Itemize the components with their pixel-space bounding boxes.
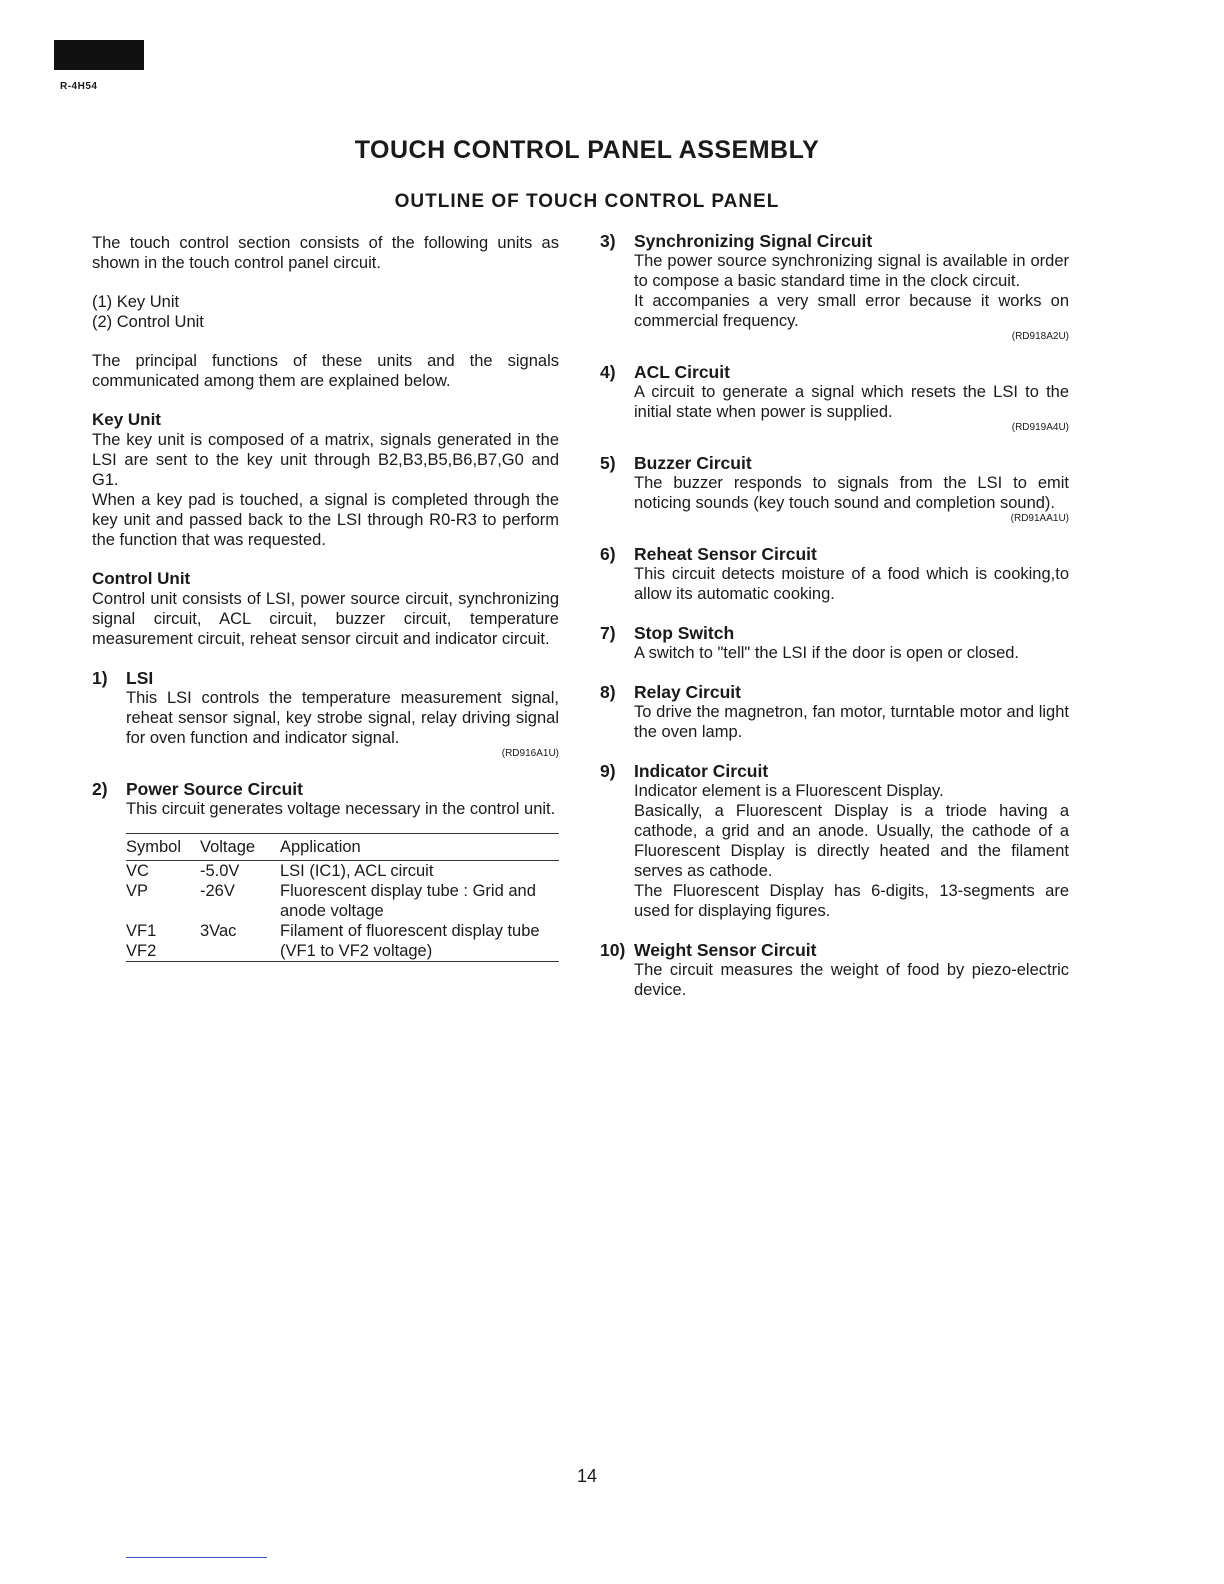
section-heading	[600, 453, 1069, 473]
key-unit-heading: Key Unit	[92, 410, 161, 429]
section-title: Indicator Circuit	[634, 761, 769, 781]
section-number: 1)	[92, 668, 108, 688]
table-cell: VP	[126, 882, 149, 900]
reference-code: (RD916A1U)	[501, 748, 559, 759]
page-number: 14	[576, 1466, 598, 1486]
column-header: Voltage	[200, 838, 256, 856]
section-paragraph: The buzzer responds to signals from the LSI to emit noticing sounds (key touch sound and completion sound).	[634, 474, 1069, 512]
section-title: Reheat Sensor Circuit	[634, 544, 817, 564]
circuit-section	[600, 940, 1069, 1000]
section-paragraph: The Fluorescent Display has 6-digits, 13-segments are used for displaying figures.	[634, 882, 1069, 920]
power-heading	[92, 779, 559, 799]
section-number: 4)	[600, 362, 616, 382]
control-unit-heading: Control Unit	[92, 569, 191, 588]
section-heading	[600, 761, 1069, 781]
circuit-section	[600, 544, 1069, 604]
lsi-heading	[92, 668, 559, 688]
table-row	[126, 881, 559, 921]
column-header: Symbol	[126, 838, 182, 856]
table-cell: LSI (IC1), ACL circuit	[280, 862, 434, 880]
section-number: 2)	[92, 779, 108, 799]
section-title: Buzzer Circuit	[634, 453, 752, 473]
reference-code: (RD91AA1U)	[1010, 513, 1069, 524]
voltage-table	[126, 833, 559, 962]
section-paragraph: To drive the magnetron, fan motor, turntable motor and light the oven lamp.	[634, 703, 1069, 741]
control-unit-paragraph: Control unit consists of LSI, power source circuit, synchronizing signal circuit, ACL circuit, buzzer circuit, temperature measurement circuit, reheat sensor circuit and indicator circuit.	[92, 590, 559, 648]
section-number: 5)	[600, 453, 616, 473]
section-title: Synchronizing Signal Circuit	[634, 231, 873, 251]
table-cell: VC	[126, 862, 149, 880]
section-heading	[600, 362, 1069, 382]
table-cell: VF1	[126, 922, 157, 940]
page-title: TOUCH CONTROL PANEL ASSEMBLY	[354, 136, 820, 164]
circuit-section	[600, 453, 1069, 525]
circuit-section	[600, 231, 1069, 343]
unit-item: (1) Key Unit	[92, 293, 180, 311]
model-number: R-4H54	[60, 81, 98, 92]
section-title: Weight Sensor Circuit	[634, 940, 817, 960]
principal-paragraph: The principal functions of these units and the signals communicated among them are explained below.	[92, 352, 559, 390]
section-title: Relay Circuit	[634, 682, 741, 702]
table-cell: Filament of fluorescent display tube	[280, 922, 540, 940]
right-column	[600, 231, 1069, 1000]
lsi-paragraph: This LSI controls the temperature measurement signal, reheat sensor signal, key strobe signal, relay driving signal for oven function and indicator signal.	[126, 689, 559, 747]
table-cell: VF2	[126, 942, 157, 960]
section-heading	[600, 682, 1069, 702]
table-cell	[200, 941, 280, 962]
section-title: Stop Switch	[634, 623, 735, 643]
section-title: ACL Circuit	[634, 362, 730, 382]
circuit-section	[600, 761, 1069, 921]
table-cell: 3Vac	[200, 922, 237, 940]
section-heading	[600, 544, 1069, 564]
section-number: 9)	[600, 761, 616, 781]
key-unit-paragraph: The key unit is composed of a matrix, signals generated in the LSI are sent to the key unit through B2,B3,B5,B6,B7,G0 and G1.	[92, 431, 559, 489]
section-paragraph: It accompanies a very small error because it works on commercial frequency.	[634, 292, 1069, 330]
section-number: 10)	[600, 940, 626, 960]
table-cell: -5.0V	[200, 862, 240, 880]
section-title: Power Source Circuit	[126, 779, 303, 799]
key-unit-paragraph: When a key pad is touched, a signal is completed through the key unit and passed back to the LSI through R0-R3 to perform the function that was requested.	[92, 491, 559, 549]
section-paragraph: Basically, a Fluorescent Display is a triode having a cathode, a grid and an anode. Usually, the cathode of a Fluorescent Display is directly heated and the filament serves as cathode.	[634, 802, 1069, 880]
reference-code: (RD918A2U)	[1011, 331, 1069, 342]
column-header: Application	[280, 838, 361, 856]
page-subtitle: OUTLINE OF TOUCH CONTROL PANEL	[394, 191, 780, 212]
section-paragraph: The power source synchronizing signal is available in order to compose a basic standard time in the clock circuit.	[634, 252, 1069, 290]
section-heading	[600, 623, 1069, 643]
section-number: 6)	[600, 544, 616, 564]
section-paragraph: The circuit measures the weight of food by piezo-electric device.	[634, 961, 1069, 999]
circuit-section	[600, 682, 1069, 742]
unit-item: (2) Control Unit	[92, 313, 204, 331]
table-cell: -26V	[200, 882, 235, 900]
footer-rule	[126, 1557, 267, 1558]
table-cell: (VF1 to VF2 voltage)	[280, 942, 433, 960]
section-heading	[600, 940, 1069, 960]
table-header-row	[126, 834, 559, 861]
section-paragraph: A circuit to generate a signal which resets the LSI to the initial state when power is supplied.	[634, 383, 1069, 421]
table-cell: Fluorescent display tube : Grid and anode voltage	[280, 882, 536, 920]
section-number: 7)	[600, 623, 616, 643]
section-heading	[600, 231, 1069, 251]
section-paragraph: This circuit detects moisture of a food which is cooking,to allow its automatic cooking.	[634, 565, 1069, 603]
table-row	[126, 861, 559, 882]
left-column	[92, 233, 559, 962]
table-row	[126, 921, 559, 941]
circuit-section	[600, 623, 1069, 663]
circuit-section	[600, 362, 1069, 434]
header-black-tab	[54, 40, 144, 70]
power-paragraph: This circuit generates voltage necessary in the control unit.	[126, 800, 556, 818]
section-number: 3)	[600, 231, 616, 251]
reference-code: (RD919A4U)	[1011, 422, 1069, 433]
section-paragraph: Indicator element is a Fluorescent Display.	[634, 782, 944, 800]
section-title: LSI	[126, 668, 154, 688]
intro-paragraph: The touch control section consists of the following units as shown in the touch control panel circuit.	[92, 234, 559, 272]
section-number: 8)	[600, 682, 616, 702]
section-paragraph: A switch to "tell" the LSI if the door is open or closed.	[634, 644, 1020, 662]
table-row	[126, 941, 559, 962]
